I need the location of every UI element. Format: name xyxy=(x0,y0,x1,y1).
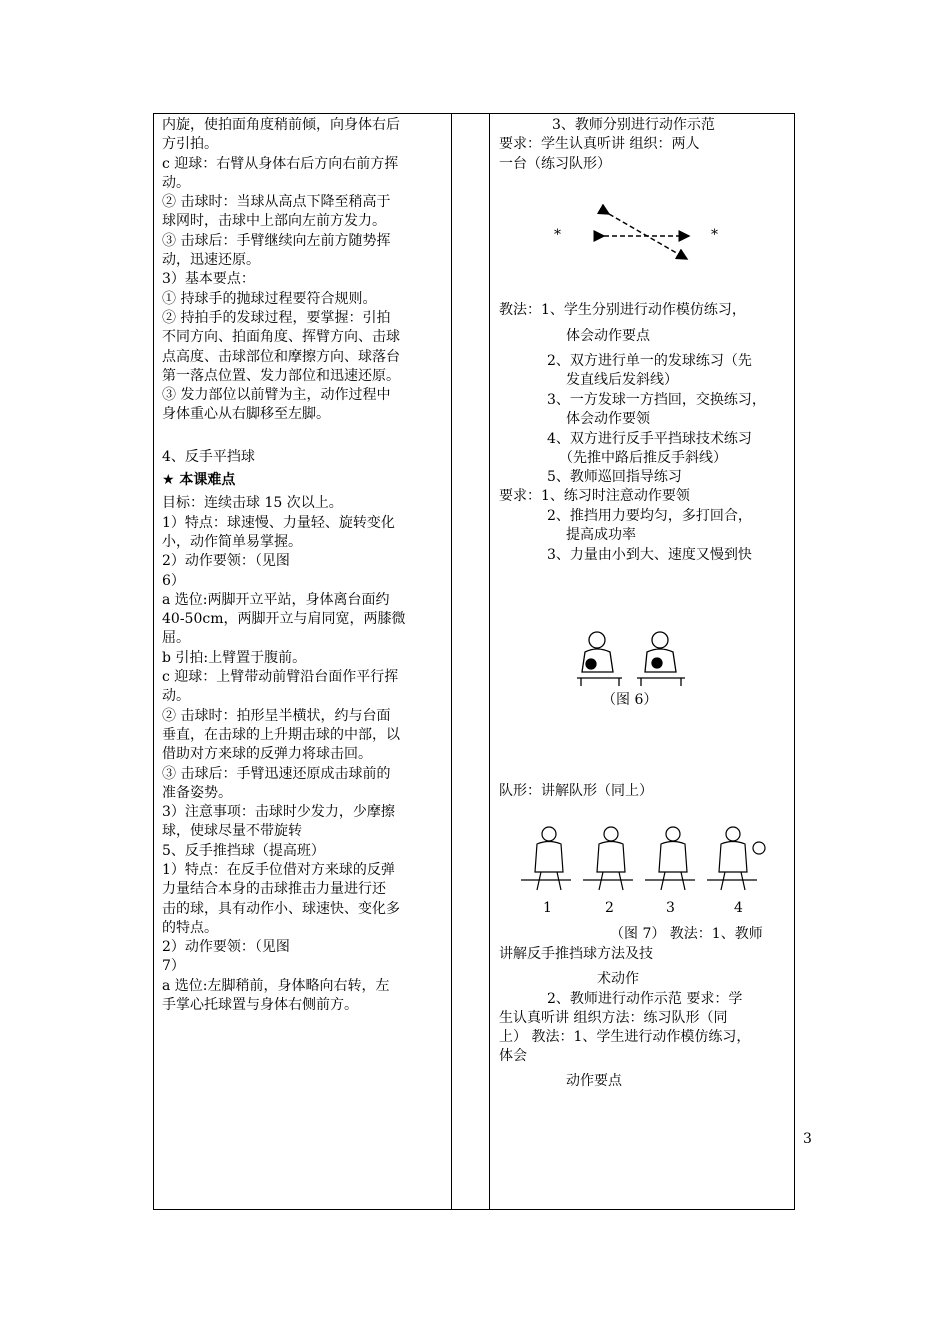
text-line: 体会动作要点 xyxy=(566,328,650,344)
text-line: ③ 击球后：手臂继续向左前方随势挥 xyxy=(162,232,391,249)
text-line: 的特点。 xyxy=(162,919,218,936)
player-mark: * xyxy=(711,227,718,243)
text-line: 借助对方来球的反弹力将球击回。 xyxy=(162,746,372,763)
text-line: 准备姿势。 xyxy=(162,784,232,801)
text-line: ② 击球时：当球从高点下降至稍高于 xyxy=(162,194,391,211)
text-line: 身体重心从右脚移至左脚。 xyxy=(162,406,330,423)
text-line: c 迎球：右臂从身体右后方向右前方挥 xyxy=(162,155,399,172)
formation-diagram xyxy=(549,204,729,264)
text-line: 手掌心托球置与身体右侧前方。 xyxy=(162,997,358,1014)
text-line: 点高度、击球部位和摩擦方向、球落台 xyxy=(162,348,400,365)
text-line: 生认真听讲 组织方法：练习队形（同 xyxy=(499,1010,728,1026)
text-line: 动作要点 xyxy=(566,1073,622,1089)
figure-7-number: 2 xyxy=(605,900,614,916)
text-line: a 选位:两脚开立平站，身体离台面约 xyxy=(162,591,390,608)
text-line: 3、力量由小到大、速度又慢到快 xyxy=(547,547,752,563)
text-line: 3、教师分别进行动作示范 xyxy=(552,117,715,133)
figure-6-caption: （图 6） xyxy=(602,692,658,708)
text-line: 动。 xyxy=(162,688,190,705)
lesson-table xyxy=(153,113,795,1210)
text-line: ③ 发力部位以前臂为主，动作过程中 xyxy=(162,387,391,404)
text-line: 目标：连续击球 15 次以上。 xyxy=(162,495,343,512)
text-line: 教法：1、学生分别进行动作模仿练习， xyxy=(499,302,746,318)
text-line: 球，使球尽量不带旋转 xyxy=(162,823,302,840)
figure-7-illustration xyxy=(521,824,771,904)
text-line: 动，迅速还原。 xyxy=(162,252,260,269)
text-line: ② 击球时：拍形呈半横状，约与台面 xyxy=(162,707,391,724)
text-line: 第一落点位置、发力部位和迅速还原。 xyxy=(162,367,400,384)
text-line: 体会 xyxy=(499,1048,527,1064)
section-title: 4、反手平挡球 xyxy=(162,448,255,465)
text-line: 体会动作要领 xyxy=(566,411,650,427)
text-line: 讲解反手推挡球方法及技 xyxy=(499,946,653,962)
text-line: 2）动作要领：（见图 xyxy=(162,939,290,956)
text-line: 要求：学生认真听讲 组织：两人 xyxy=(499,136,700,152)
text-line: 6） xyxy=(162,572,185,589)
text-line: 一台（练习队形） xyxy=(499,156,611,172)
text-line: 力量结合本身的击球推击力量进行还 xyxy=(162,881,386,898)
text-line: ③ 击球后：手臂迅速还原成击球前的 xyxy=(162,765,391,782)
text-line: c 迎球：上臂带动前臂沿台面作平行挥 xyxy=(162,669,399,686)
text-line: 5、教师巡回指导练习 xyxy=(547,469,682,485)
text-line: 40-50cm，两脚开立与肩同宽，两膝微 xyxy=(162,611,406,628)
text-line: 4、双方进行反手平挡球技术练习 xyxy=(547,431,752,447)
formation-text: 队形：讲解队形（同上） xyxy=(499,783,653,799)
figure-7-number: 3 xyxy=(666,900,675,916)
text-line: 要求：1、练习时注意动作要领 xyxy=(499,488,690,504)
text-line: 2、推挡用力要均匀，多打回合， xyxy=(547,508,752,524)
text-line: 方引拍。 xyxy=(162,136,218,153)
text-line: 1）特点：在反手位借对方来球的反弹 xyxy=(162,861,395,878)
text-line: 提高成功率 xyxy=(566,527,636,543)
column-divider xyxy=(489,114,490,1209)
text-line: 5、反手推挡球（提高班） xyxy=(162,842,325,859)
text-line: ② 持拍手的发球过程，要掌握：引拍 xyxy=(162,309,391,326)
text-line: 小，动作简单易掌握。 xyxy=(162,533,302,550)
text-line: 不同方向、拍面角度、挥臂方向、击球 xyxy=(162,329,400,346)
text-line: 7） xyxy=(162,958,185,975)
difficulty-heading: ★ 本课难点 xyxy=(162,472,236,489)
text-line: 3）基本要点： xyxy=(162,271,255,288)
text-line: 3）注意事项：击球时少发力，少摩擦 xyxy=(162,804,395,821)
player-mark: * xyxy=(554,227,561,243)
text-line: 球网时，击球中上部向左前方发力。 xyxy=(162,213,386,230)
text-line: b 引拍:上臂置于腹前。 xyxy=(162,649,307,666)
text-line: 2、双方进行单一的发球练习（先 xyxy=(547,353,752,369)
text-line: 发直线后发斜线） xyxy=(566,372,678,388)
text-line: 上） 教法：1、学生进行动作模仿练习， xyxy=(499,1029,751,1045)
page-number: 3 xyxy=(803,1131,812,1147)
text-line: a 选位:左脚稍前，身体略向右转，左 xyxy=(162,977,390,994)
text-line: 2）动作要领：（见图 xyxy=(162,553,290,570)
text-line: 击的球，具有动作小、球速快、变化多 xyxy=(162,900,400,917)
text-line: ① 持球手的抛球过程要符合规则。 xyxy=(162,290,377,307)
text-line: 3、一方发球一方挡回，交换练习， xyxy=(547,392,766,408)
text-line: 2、教师进行动作示范 要求：学 xyxy=(547,991,743,1007)
figure-6-illustration xyxy=(577,628,687,690)
text-line: 术动作 xyxy=(597,971,639,987)
figure-7-number: 1 xyxy=(543,900,552,916)
figure-7-number: 4 xyxy=(734,900,743,916)
text-line: 垂直，在击球的上升期击球的中部，以 xyxy=(162,726,400,743)
text-line: 内旋，使拍面角度稍前倾，向身体右后 xyxy=(162,117,400,133)
text-line: （图 7） 教法：1、教师 xyxy=(610,926,763,942)
text-line: 屈。 xyxy=(162,630,190,647)
left-column xyxy=(162,116,452,1015)
text-line: （先推中路后推反手斜线） xyxy=(559,450,727,466)
text-line: 动。 xyxy=(162,174,190,191)
text-line: 1）特点：球速慢、力量轻、旋转变化 xyxy=(162,514,395,531)
